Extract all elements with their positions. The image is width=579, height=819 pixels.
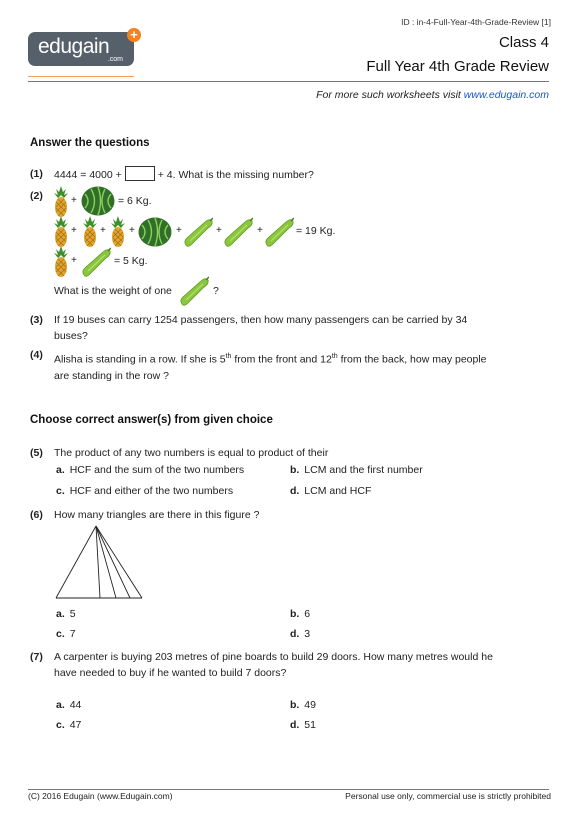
triangle-figure: [54, 524, 144, 600]
option-label: d.: [290, 485, 300, 497]
question-number: (2): [30, 190, 43, 202]
option-b[interactable]: [290, 464, 423, 476]
option-text: 6: [304, 608, 311, 620]
watermelon-icon: [81, 186, 115, 216]
section-heading-answer: Answer the questions: [30, 137, 150, 149]
question-6-text: How many triangles are there in this figure ?: [54, 509, 260, 521]
pineapple-icon: [54, 216, 68, 248]
option-a[interactable]: [56, 608, 76, 620]
option-d[interactable]: [290, 628, 310, 640]
option-label: b.: [290, 464, 300, 476]
option-text: 49: [304, 699, 316, 711]
equation-2-result: = 19 Kg.: [296, 225, 336, 237]
q2-question-mark: ?: [213, 285, 219, 297]
option-b[interactable]: [290, 608, 310, 620]
option-label: a.: [56, 699, 65, 711]
question-number: (7): [30, 651, 43, 663]
option-label: d.: [290, 719, 300, 731]
edugain-link[interactable]: www.edugain.com: [463, 89, 549, 101]
option-text: LCM and the first number: [304, 464, 423, 476]
q4-part-c: from the back, how may people: [337, 353, 487, 366]
option-label: a.: [56, 464, 65, 476]
more-worksheets: [316, 89, 549, 101]
q1-text-before: 4444 = 4000 +: [54, 169, 122, 181]
q4-line-1: [54, 349, 487, 368]
bottle-gourd-icon: [183, 217, 213, 247]
q4-sup-2: th: [331, 353, 338, 360]
question-3-text: [54, 312, 467, 344]
option-c[interactable]: [56, 628, 76, 640]
question-number: (5): [30, 447, 43, 459]
header-divider: [28, 81, 549, 82]
option-text: 51: [304, 719, 316, 731]
section-heading-choose: Choose correct answer(s) from given choice: [30, 414, 273, 426]
question-5-text: The product of any two numbers is equal to product of their: [54, 447, 329, 459]
option-c[interactable]: [56, 719, 81, 731]
worksheet-id: ID : in-4-Full-Year-4th-Grade-Review [1]: [401, 17, 551, 27]
option-label: c.: [56, 485, 65, 497]
bottle-gourd-icon: [81, 247, 111, 277]
option-label: a.: [56, 608, 65, 620]
q3-line-2: buses?: [54, 330, 88, 342]
option-label: b.: [290, 699, 300, 711]
pineapple-icon: [83, 216, 97, 248]
class-label: Class 4: [498, 34, 549, 51]
q7-line-1: A carpenter is buying 203 metres of pine boards to build 29 doors. How many metres would he: [54, 651, 493, 663]
option-text: HCF and the sum of the two numbers: [69, 464, 245, 476]
equation-1-result: = 6 Kg.: [118, 195, 152, 207]
pineapple-icon: [111, 216, 125, 248]
option-c[interactable]: [56, 485, 233, 497]
q2-question-text: What is the weight of one: [54, 285, 172, 297]
plus-sign: +: [100, 225, 106, 236]
logo-com: .com: [107, 56, 123, 63]
bottle-gourd-icon: [264, 217, 294, 247]
q1-text-after: + 4. What is the missing number?: [157, 169, 314, 181]
option-label: b.: [290, 608, 300, 620]
bottle-gourd-icon: [179, 276, 209, 306]
q4-line-2: are standing in the row ?: [54, 369, 169, 382]
plus-sign: +: [129, 225, 135, 236]
logo-plus-icon: +: [127, 28, 141, 42]
question-1-text: [54, 166, 314, 183]
option-b[interactable]: [290, 699, 316, 711]
answer-blank[interactable]: [125, 166, 155, 181]
option-a[interactable]: [56, 699, 81, 711]
plus-sign: +: [71, 225, 77, 236]
plus-sign: +: [71, 195, 77, 206]
option-text: 7: [69, 628, 76, 640]
footer-divider: [28, 789, 549, 790]
option-a[interactable]: [56, 464, 244, 476]
bottle-gourd-icon: [223, 217, 253, 247]
option-d[interactable]: [290, 719, 316, 731]
more-prefix: For more such worksheets visit: [316, 89, 464, 101]
option-d[interactable]: [290, 485, 371, 497]
logo-underline: [28, 76, 134, 77]
pineapple-icon: [54, 246, 68, 278]
question-number: (6): [30, 509, 43, 521]
q4-part-a: Alisha is standing in a row. If she is 5: [54, 353, 226, 366]
plus-sign: +: [71, 255, 77, 266]
worksheet-title: Full Year 4th Grade Review: [366, 58, 549, 75]
edugain-logo: [28, 32, 134, 66]
q7-line-2: have needed to buy if he wanted to build 7 doors?: [54, 667, 287, 679]
plus-sign: +: [176, 225, 182, 236]
option-label: c.: [56, 719, 65, 731]
question-number: (1): [30, 168, 43, 180]
question-number: (3): [30, 314, 43, 326]
plus-sign: +: [257, 225, 263, 236]
plus-sign: +: [216, 225, 222, 236]
watermelon-icon: [138, 217, 172, 247]
logo-text: edugain: [38, 35, 110, 58]
option-text: HCF and either of the two numbers: [69, 485, 234, 497]
option-text: 47: [69, 719, 82, 731]
equation-3-result: = 5 Kg.: [114, 255, 148, 267]
q4-part-b: from the front and 12: [231, 353, 332, 366]
option-label: d.: [290, 628, 300, 640]
pineapple-icon: [54, 186, 68, 218]
q4-sup-1: th: [225, 353, 232, 360]
option-text: 5: [69, 608, 76, 620]
footer-copyright: (C) 2016 Edugain (www.Edugain.com): [28, 791, 173, 801]
option-text: 44: [69, 699, 82, 711]
question-number: (4): [30, 349, 43, 361]
q3-line-1: If 19 buses can carry 1254 passengers, then how many passengers can be carried by 34: [54, 314, 468, 326]
option-text: 3: [304, 628, 311, 640]
option-label: c.: [56, 628, 65, 640]
footer-usage-note: Personal use only, commercial use is strictly prohibited: [345, 791, 551, 801]
question-4-text: [54, 349, 487, 384]
option-text: LCM and HCF: [304, 485, 372, 497]
question-7-text: [54, 649, 493, 681]
